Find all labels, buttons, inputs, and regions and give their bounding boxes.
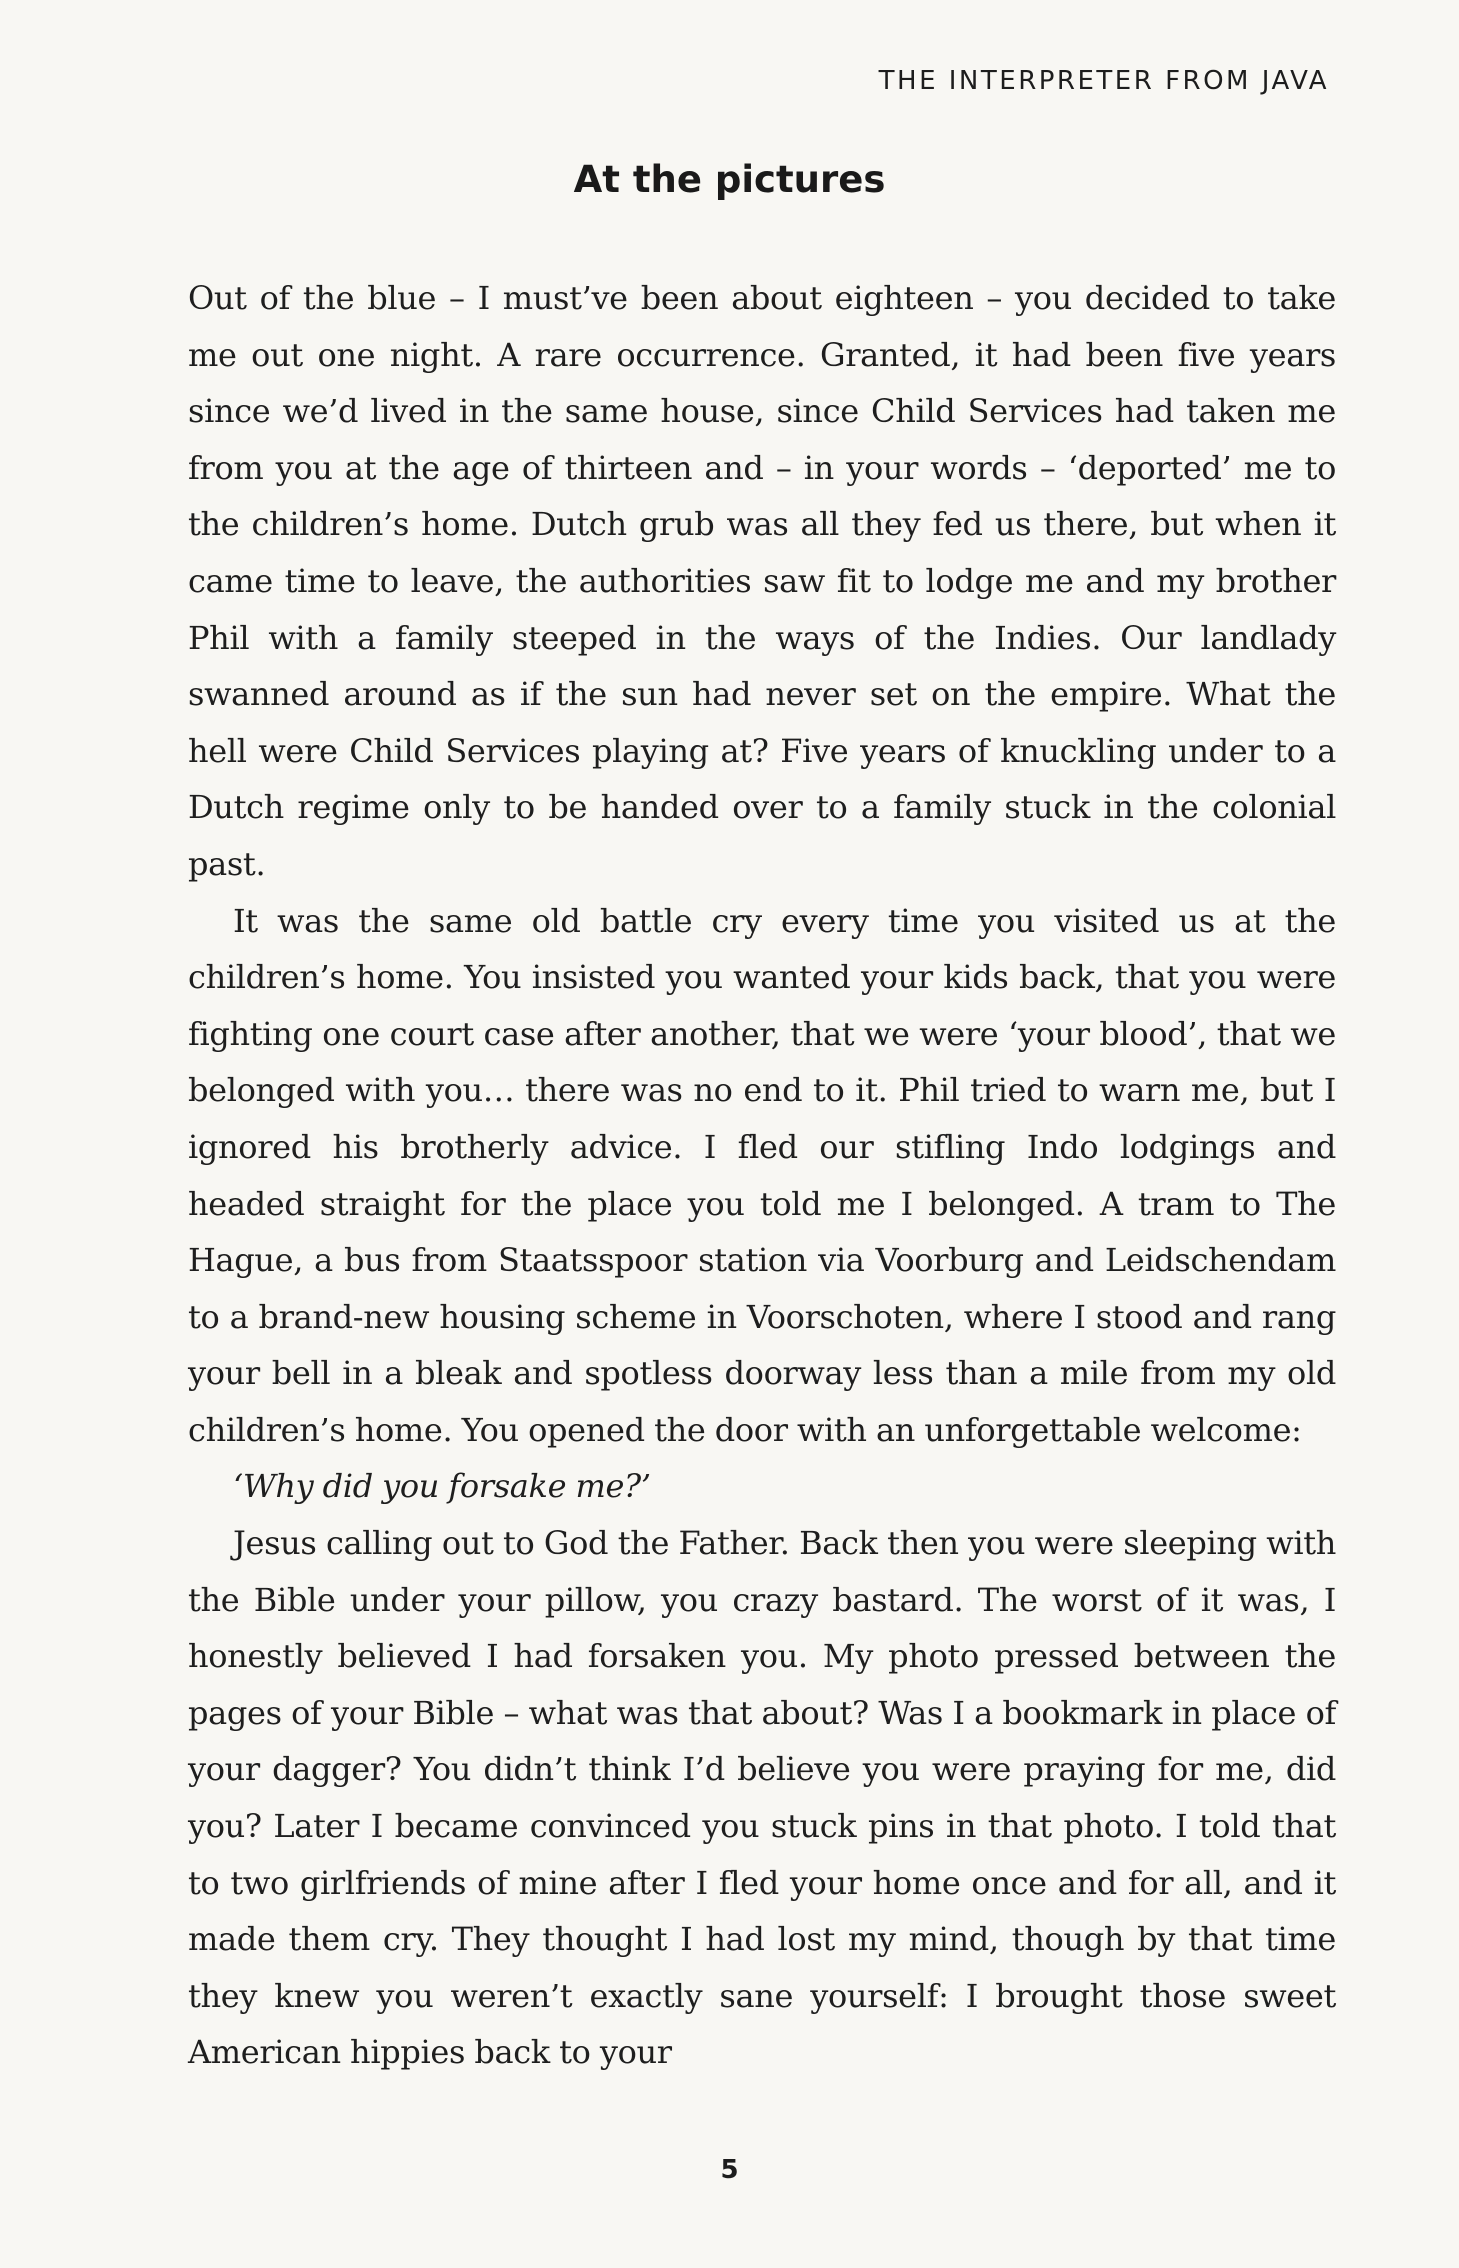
paragraph-3: Jesus calling out to God the Father. Back then you were sleeping with the Bible under your pillow, you crazy bastard. The worst of it was, I honestly believed I had forsaken you. My photo pressed between the pages of your Bible – what was that about? Was I a bookmark in place of your dagger? You didn’t think I’d believe you were praying for me, did you? Later I became convinced you stuck pins in that photo. I told that to two girlfriends of mine after I fled your home once and for all, and it made them cry. They thought I had lost my mind, though by that time they knew you weren’t exactly sane yourself: I brought those sweet American hippies back to your <box>188 1524 1336 2072</box>
paragraph-2: It was the same old battle cry every time you visited us at the children’s home. You insisted you wanted your kids back, that you were fighting one court case after another, that we were ‘your blood’, that we belonged with you… there was no end to it. Phil tried to warn me, but I ignored his brotherly advice. I fled our stifling Indo lodgings and headed straight for the place you told me I belonged. A tram to The Hague, a bus from Staatsspoor station via Voorburg and Leidschendam to a brand-new housing scheme in Voorschoten, where I stood and rang your bell in a bleak and spotless doorway less than a mile from my old children’s home. You opened the door with an unforgettable welcome: <box>188 901 1336 1449</box>
body-text <box>188 270 1336 2081</box>
quoted-line: ‘Why did you forsake me?’ <box>233 1467 651 1506</box>
chapter-title: At the pictures <box>573 158 886 201</box>
paragraph-1: Out of the blue – I must’ve been about eighteen – you decided to take me out one night. A rare occurrence. Granted, it had been five years since we’d lived in the same house, since Child Services had taken me from you at the age of thirteen and – in your words – ‘deported’ me to the children’s home. Dutch grub was all they fed us there, but when it came time to leave, the authorities saw fit to lodge me and my brother Phil with a family steeped in the ways of the Indies. Our landlady swanned around as if the sun had never set on the empire. What the hell were Child Services playing at? Five years of knuckling under to a Dutch regime only to be handed over to a family stuck in the colonial past. <box>188 279 1336 883</box>
running-header: THE INTERPRETER FROM JAVA <box>878 66 1329 96</box>
page-number: 5 <box>720 2155 739 2185</box>
